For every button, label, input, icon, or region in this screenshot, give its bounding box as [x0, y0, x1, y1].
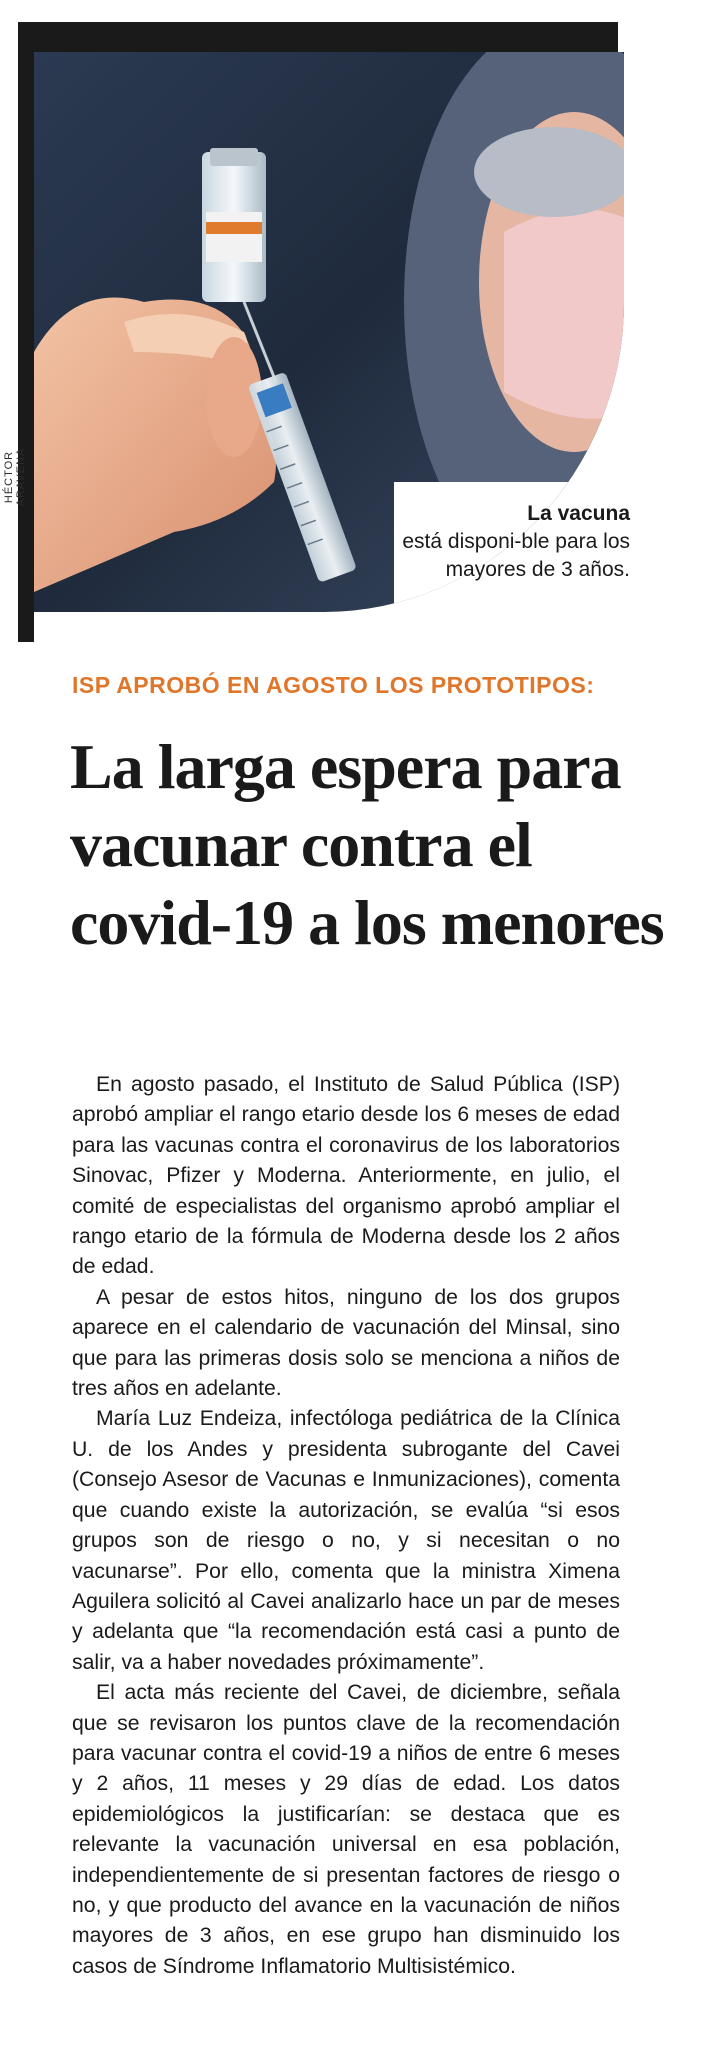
photo-caption — [400, 500, 630, 584]
paragraph: A pesar de estos hitos, ninguno de los dos grupos aparece en el calendario de vacunación del Minsal, sino que para las primeras dosis solo se menciona a niños de tres años en adelante. — [72, 1285, 620, 1401]
top-rule — [18, 22, 618, 52]
paragraph: María Luz Endeiza, infectóloga pediátrica de la Clínica U. de los Andes y presidenta subrogante del Cavei (Consejo Asesor de Vacunas e Inmunizaciones), comenta que cuando existe la autorización, se evalúa “si esos grupos son de riesgo o no, y si necesitan o no vacunarse”. Por ello, comenta que la ministra Ximena Aguilera solicitó al Cavei analizarlo hace un par de meses y adelanta que “la recomendación está casi a punto de salir, va a haber novedades próximamente”. — [72, 1407, 620, 1674]
side-rule — [18, 22, 34, 642]
caption-bold: La vacuna — [527, 502, 630, 525]
kicker: ISP APROBÓ EN AGOSTO LOS PROTOTIPOS: — [72, 672, 595, 698]
paragraph: En agosto pasado, el Instituto de Salud Pública (ISP) aprobó ampliar el rango etario desde los 6 meses de edad para las vacunas contra el coronavirus de los laboratorios Sinovac, Pfizer y Moderna. Anteriormente, en julio, el comité de especialistas del organismo aprobó ampliar el rango etario de la fórmula de Moderna desde los 2 años de edad. — [72, 1073, 620, 1279]
caption-text: está disponi-ble para los mayores de 3 años. — [402, 530, 630, 581]
photo-credit: HÉCTOR ARAVENA — [3, 447, 27, 507]
headline: La larga espera para vacunar contra el covid-19 a los menores — [70, 731, 664, 958]
article-body — [72, 1070, 620, 1982]
paragraph: El acta más reciente del Cavei, de diciembre, señala que se revisaron los puntos clave de la recomendación para vacunar contra el covid-19 a niños de entre 6 meses y 2 años, 11 meses y 29 días de edad. Los datos epidemiológicos la justificarían: se destaca que es relevante la vacunación universal en esa población, independientemente de si presentan factores de riesgo o no, y que producto del avance en la vacunación de niños mayores de 3 años, en ese grupo han disminuido los casos de Síndrome Inflamatorio Multisistémico. — [72, 1681, 620, 1978]
